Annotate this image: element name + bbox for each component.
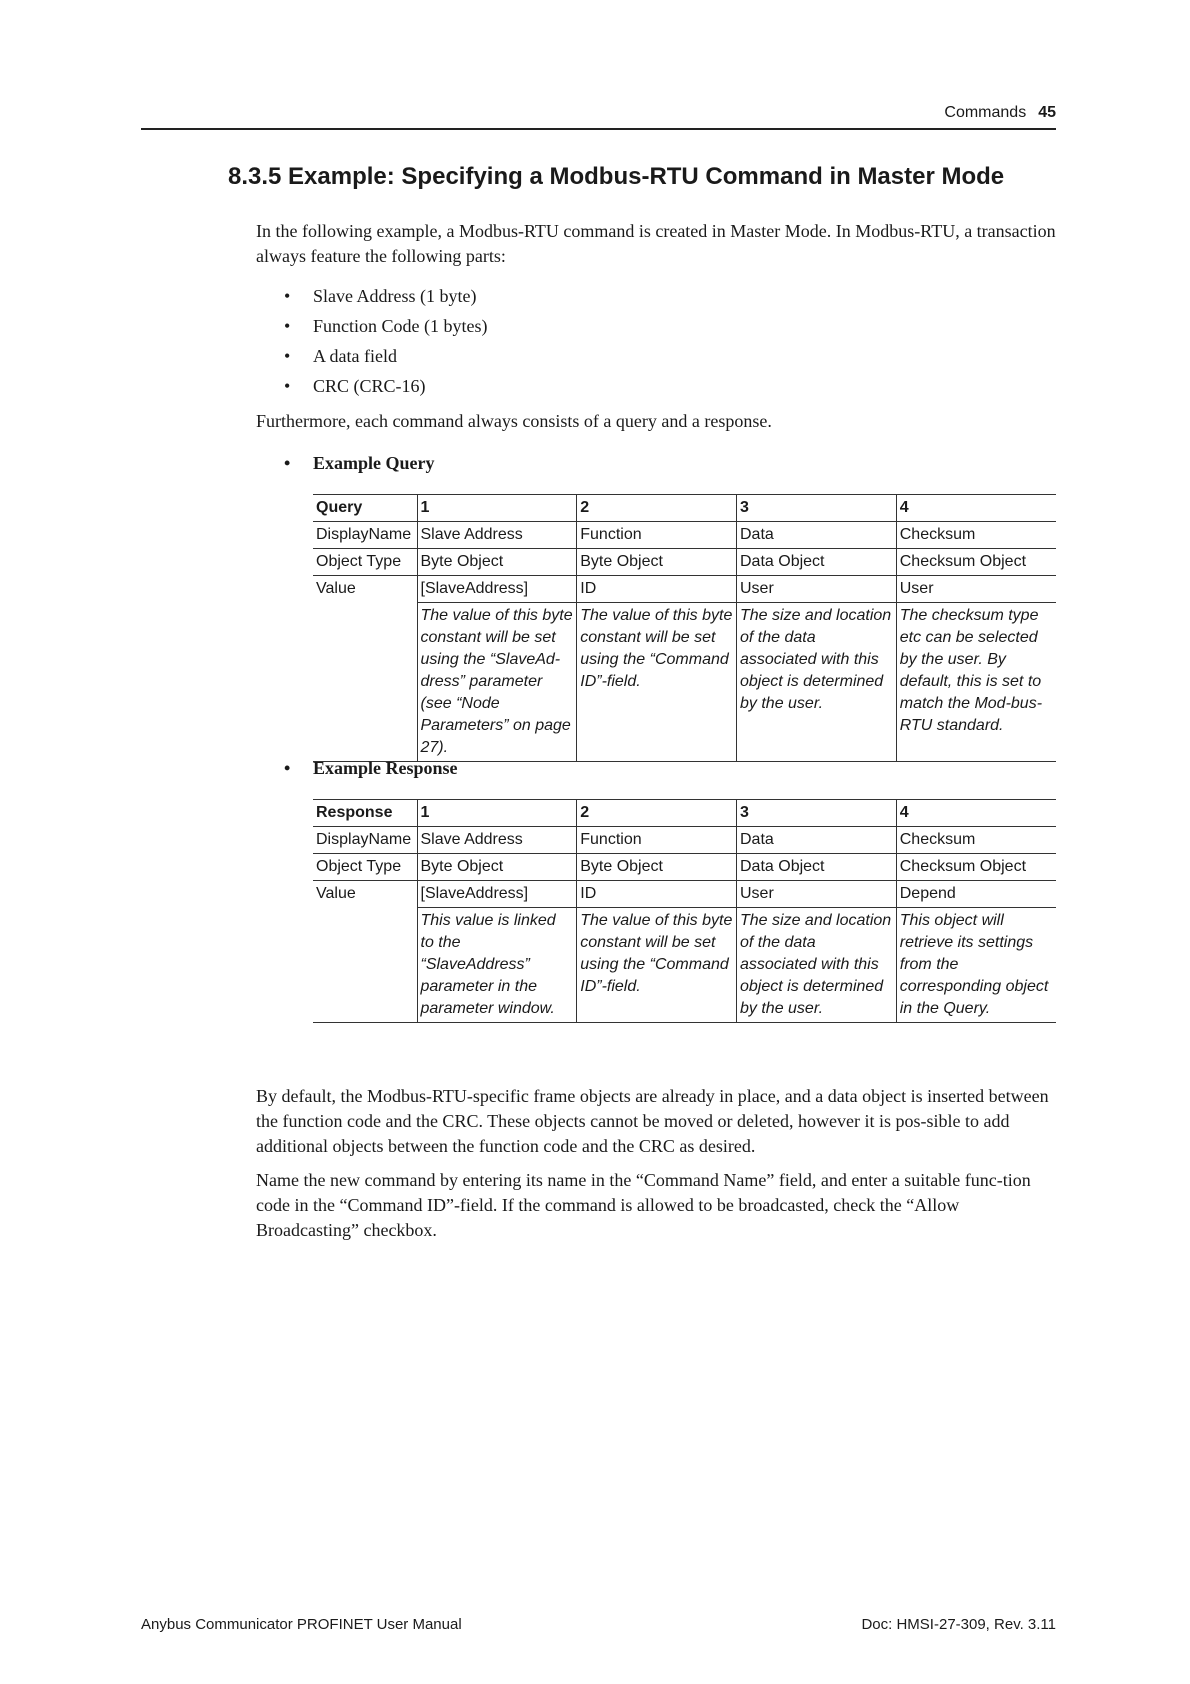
table-row [313,549,1056,576]
table-cell: 3 [737,495,897,522]
table-cell: Byte Object [417,549,577,576]
table-cell: The size and location of the data associated with this object is determined by the user. [737,908,897,1023]
table-row [313,827,1056,854]
table-cell: User [737,881,897,908]
table-cell: 2 [577,495,737,522]
response-table [313,799,1056,1023]
table-cell: User [737,576,897,603]
bullet: • [284,453,291,473]
footer-manual-title: Anybus Communicator PROFINET User Manual [141,1616,462,1633]
table-cell: [SlaveAddress] [417,576,577,603]
page-header [141,100,1056,130]
table-cell: The value of this byte constant will be set using the “SlaveAd-dress” parameter (see “Node Parameters” on page 27). [417,603,577,762]
table-cell: Byte Object [417,854,577,881]
table-cell: Response [313,800,417,827]
table-cell [313,603,417,762]
table-row-notes [313,603,1056,762]
table-cell: Byte Object [577,549,737,576]
table-cell: 1 [417,495,577,522]
query-table [313,494,1056,762]
table-cell: This value is linked to the “SlaveAddress” parameter in the parameter window. [417,908,577,1023]
table-cell: Function [577,827,737,854]
table-cell: Object Type [313,549,417,576]
table-cell: This object will retrieve its settings from the corresponding object in the Query. [896,908,1056,1023]
parts-list [256,281,487,401]
table-cell: The value of this byte constant will be set using the “Command ID”-field. [577,603,737,762]
section-title: 8.3.5 Example: Specifying a Modbus-RTU Command in Master Mode [228,163,1005,190]
table-cell: 2 [577,800,737,827]
table-cell: Slave Address [417,827,577,854]
list-item: • Function Code (1 bytes) [256,311,487,341]
table-cell: The size and location of the data associated with this object is determined by the user. [737,603,897,762]
table-cell: The checksum type etc can be selected by the user. By default, this is set to match the Mod-bus-RTU standard. [896,603,1056,762]
table-row-notes [313,908,1056,1023]
table-cell: User [896,576,1056,603]
table-cell: Byte Object [577,854,737,881]
table-row [313,854,1056,881]
table-cell: Function [577,522,737,549]
table-row [313,881,1056,908]
table-cell: Depend [896,881,1056,908]
table-cell: Data Object [737,549,897,576]
default-objects-paragraph: By default, the Modbus-RTU-specific frame objects are already in place, and a data object is inserted between the function code and the CRC. These objects cannot be moved or deleted, however it is pos-sible to add additional objects between the function code and the CRC as desired. [256,1086,1049,1156]
table-cell: Data [737,827,897,854]
header-section: Commands [944,104,1027,121]
furthermore-paragraph: Furthermore, each command always consists of a query and a response. [256,411,772,431]
table-cell: Value [316,885,356,902]
table-cell: 4 [896,495,1056,522]
table-cell: [SlaveAddress] [417,881,577,908]
table-cell: Object Type [313,854,417,881]
bullet: • [284,758,291,778]
table-cell: 4 [896,800,1056,827]
list-item: • A data field [256,341,487,371]
header-text [944,104,1056,122]
table-cell: Query [313,495,417,522]
table-cell: Checksum [896,827,1056,854]
example-query-label: Example Query [313,453,435,473]
table-cell: DisplayName [313,522,417,549]
list-item: • Slave Address (1 byte) [256,281,487,311]
table-cell: Data Object [737,854,897,881]
table-header-row [313,800,1056,827]
footer-doc-id: Doc: HMSI-27-309, Rev. 3.11 [861,1616,1056,1633]
table-cell: Checksum [896,522,1056,549]
table-row [313,522,1056,549]
table-cell: Checksum Object [896,549,1056,576]
table-cell: DisplayName [313,827,417,854]
table-cell [313,908,417,1023]
list-item: • CRC (CRC-16) [256,371,487,401]
table-cell: The value of this byte constant will be set using the “Command ID”-field. [577,908,737,1023]
table-cell: ID [577,881,737,908]
table-header-row [313,495,1056,522]
table-cell: Slave Address [417,522,577,549]
intro-paragraph: In the following example, a Modbus-RTU command is created in Master Mode. In Modbus-RTU, a transaction always feature the following parts: [256,221,1056,266]
page-number: 45 [1038,104,1056,121]
example-response-label: Example Response [313,758,458,778]
table-cell: Data [737,522,897,549]
command-name-paragraph: Name the new command by entering its name in the “Command Name” field, and enter a suitable func-tion code in the “Command ID”-field. If the command is allowed to be broadcasted, check the “Allow Broadcasting” checkbox. [256,1170,1031,1240]
table-cell: Value [316,580,356,597]
table-cell: Checksum Object [896,854,1056,881]
table-cell: ID [577,576,737,603]
table-cell: 1 [417,800,577,827]
table-row [313,576,1056,603]
table-cell: 3 [737,800,897,827]
